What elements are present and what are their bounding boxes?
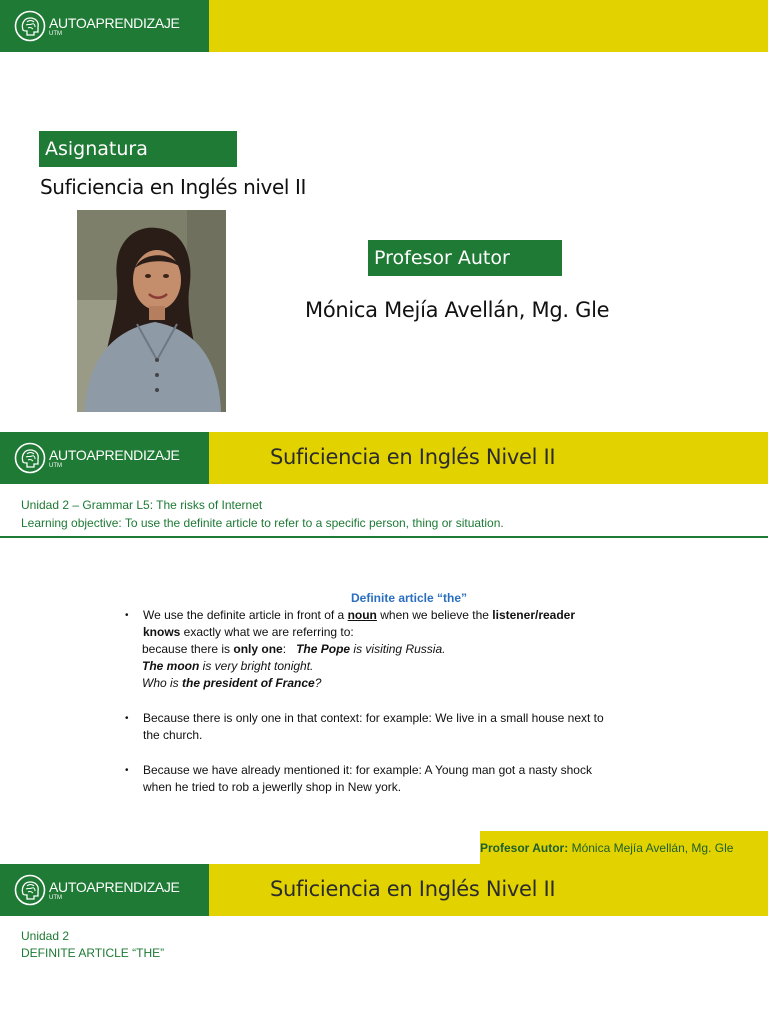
divider [0, 536, 768, 538]
text-emphasis: The Pope [296, 642, 351, 656]
list-item [121, 710, 611, 744]
author-portrait-image [77, 210, 226, 412]
bullet-list [121, 607, 621, 796]
top-bar [0, 432, 768, 484]
objective-line: Learning objective: To use the definite article to refer to a specific person, thing or situation. [21, 516, 504, 530]
text: : [282, 642, 297, 656]
profesor-autor-label: Profesor Autor [368, 240, 562, 276]
brain-head-icon [14, 874, 46, 906]
text-emphasis: only one [233, 642, 283, 656]
text-emphasis: knows [143, 625, 181, 639]
brand-sub: UTM [49, 30, 62, 37]
slide-cover [0, 0, 768, 432]
brand-block [0, 432, 209, 484]
brand-sub: UTM [49, 462, 62, 469]
course-name: Suficiencia en Inglés nivel II [40, 175, 306, 199]
text: Because there is only one in that context: for example: We live in a small house next to the church. [143, 711, 604, 742]
text-emphasis: the president of France [182, 676, 315, 690]
brand-name: AUTOAPRENDIZAJE [49, 878, 180, 895]
slide-unit [0, 864, 768, 1024]
footer-author: Mónica Mejía Avellán, Mg. Gle [568, 841, 734, 855]
unit-line: Unidad 2 – Grammar L5: The risks of Internet [21, 498, 263, 512]
text-emphasis: The moon [142, 659, 200, 673]
text: when we believe the [376, 608, 493, 622]
slide-title: Suficiencia en Inglés Nivel II [270, 877, 556, 901]
text: is very bright tonight. [199, 659, 314, 673]
text: We use the definite article in front of a [143, 608, 348, 622]
text-emphasis: noun [347, 608, 377, 622]
top-bar [0, 864, 768, 916]
unit-info [21, 928, 164, 962]
list-item [121, 762, 611, 796]
example-line [121, 658, 621, 675]
brand-block [0, 864, 209, 916]
asignatura-label: Asignatura [39, 131, 237, 167]
unit-label: Unidad 2 [21, 929, 70, 943]
bullet-icon: • [125, 610, 129, 621]
slide-title: Suficiencia en Inglés Nivel II [270, 445, 556, 469]
text: ? [314, 676, 322, 690]
brand-name: AUTOAPRENDIZAJE [49, 446, 180, 463]
text: because there is [142, 642, 234, 656]
unit-topic: DEFINITE ARTICLE “THE” [21, 946, 165, 960]
slide-lesson [0, 432, 768, 864]
footer-label: Profesor Autor: [480, 841, 569, 855]
brain-head-icon [14, 10, 46, 42]
text: Who is [142, 676, 183, 690]
author-footer [480, 831, 768, 864]
bullet-icon: • [125, 765, 129, 776]
text: Because we have already mentioned it: for example: A Young man got a nasty shock when he tried to rob a jewerlly shop in New york. [143, 763, 592, 794]
lesson-info [21, 496, 504, 532]
brand-name: AUTOAPRENDIZAJE [49, 14, 180, 31]
bullet-icon: • [125, 713, 129, 724]
brand-sub: UTM [49, 894, 62, 901]
definite-article-title: Definite article “the” [350, 591, 468, 605]
text: is visiting Russia. [350, 642, 446, 656]
brand-block [0, 0, 209, 52]
text-emphasis: listener/reader [492, 608, 576, 622]
author-photo [77, 210, 226, 412]
text: exactly what we are referring to: [180, 625, 354, 639]
section-heading [0, 591, 768, 605]
top-bar [0, 0, 768, 52]
list-item [121, 607, 621, 641]
example-line [121, 641, 621, 658]
brain-head-icon [14, 442, 46, 474]
author-name: Mónica Mejía Avellán, Mg. Gle [305, 298, 610, 322]
example-line [121, 675, 621, 692]
